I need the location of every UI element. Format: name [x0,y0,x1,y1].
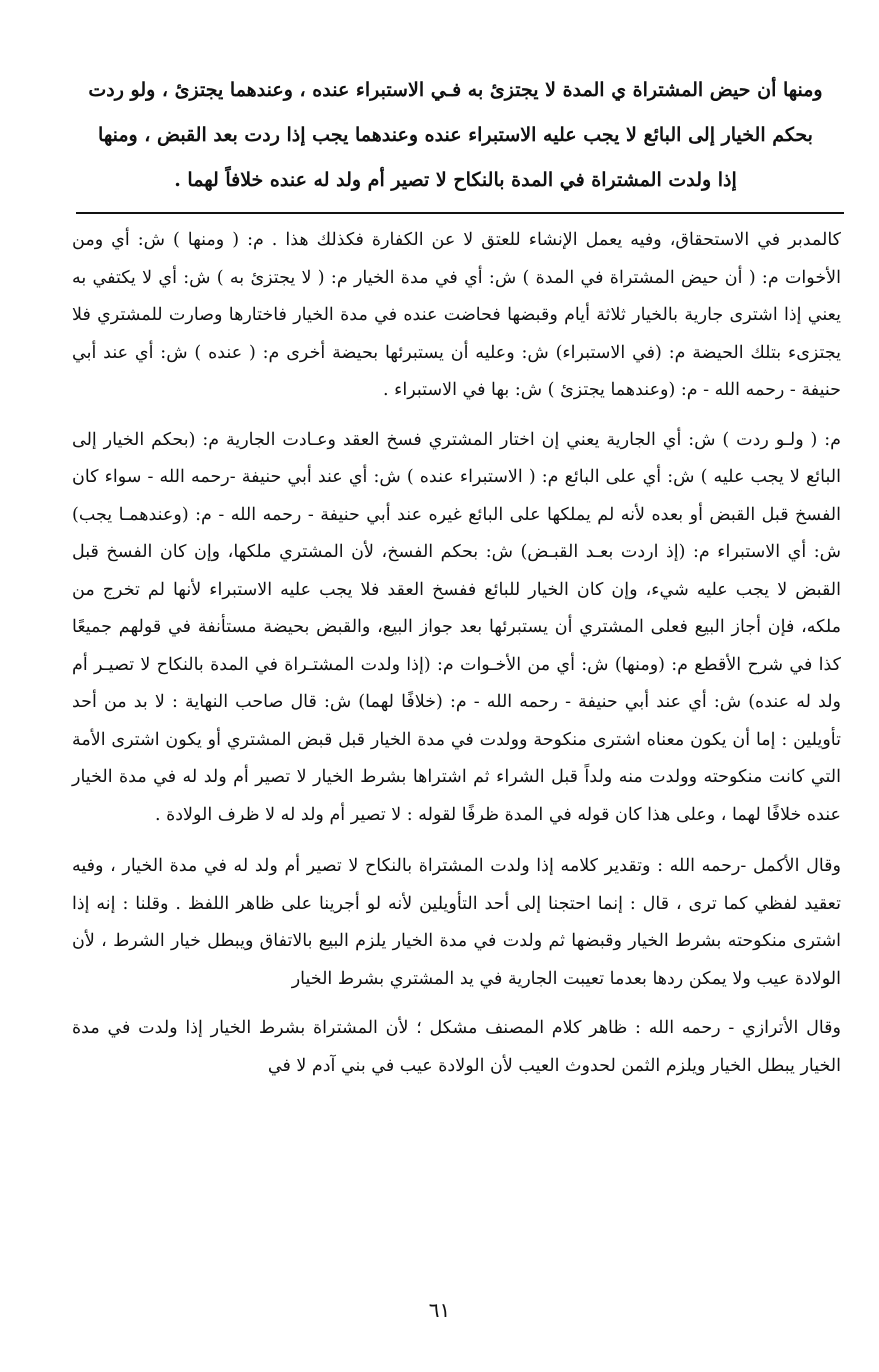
matn-line: إذا ولدت المشتراة في المدة بالنكاح لا تصير أم ولد له عنده خلافاً لهما . [174,169,737,191]
commentary-text [72,222,841,1097]
page-number: ٦١ [428,1298,451,1322]
commentary-paragraph: وقال الأكمل -رحمه الله : وتقدير كلامه إذا ولدت المشتراة بالنكاح لا تصير أم ولد له في مدة الخيار ، وفيه تعقيد لفظي كما ترى ، قال : إنما احتجنا إلى أحد التأويلين لأنه لو أجرينا على ظاهر اللفظ . وقلنا : إنه إذا اشترى منكوحته بشرط الخيار وقبضها ثم ولدت في مدة الخيار يلزم البيع بالاتفاق ويبطل خيار الشرط ، لأن الولادة عيب ولا يمكن ردها بعدما تعيبت الجارية في يد المشتري بشرط الخيار [72,856,841,989]
commentary-paragraph: كالمدبر في الاستحقاق، وفيه يعمل الإنشاء للعتق لا عن الكفارة فكذلك هذا . م: ( ومنها ) ش: أي ومن الأخوات م: ( أن حيض المشتراة في المدة ) ش: أي في مدة الخيار م: ( لا يجتزئ به ) ش: أي لا يكتفي به يعني إذا اشترى جارية بالخيار ثلاثة أيام وقبضها فحاضت عنده في مدة الخيار فاختارها وصارت للمشتري فلا يجتزىء بتلك الحيضة م: (في الاستبراء) ش: وعليه أن يستبرئها بحيضة أخرى م: ( عنده ) ش: أي عند أبي حنيفة - رحمه الله - م: (وعندهما يجتزئ ) ش: بها في الاستبراء . [72,230,841,400]
matn-line: ومنها أن حيض المشتراة ي المدة لا يجتزئ به فـي الاستبراء عنده ، وعندهما يجتزئ ، ولو ردت [88,79,823,101]
commentary-paragraph: م: ( ولـو ردت ) ش: أي الجارية يعني إن اختار المشتري فسخ العقد وعـادت الجارية م: (بحكم الخيار إلى البائع لا يجب عليه ) ش: أي على البائع م: ( الاستبراء عنده ) ش: أي عند أبي حنيفة -رحمه الله - سواء كان الفسخ قبل القبض أو بعده لأنه لم يملكها على البائع غيره عند أبي حنيفة - رحمه الله - م: (وعندهمـا يجب) ش: أي الاستبراء م: (إذ اردت بعـد القبـض) ش: بحكم الفسخ، لأن المشتري ملكها، وإن كان الفسخ قبل القبض لا يجب عليه شيء، وإن كان الخيار للبائع ففسخ العقد فلا يجب عليه الاستبراء لأنها لم تخرج من ملكه، فإن أجاز البيع فعلى المشتري أن يستبرئها بعد جواز البيع، والقبض بحيضة مستأنفة في قولهم جميعًا كذا في شرح الأقطع م: (ومنها) ش: أي من الأخـوات م: (إذا ولدت المشتـراة في المدة بالنكاح لا تصيـر أم ولد له عنده) ش: أي عند أبي حنيفة - رحمه الله - م: (خلافًا لهما) ش: قال صاحب النهاية : لا بد من أحد تأويلين : إما أن يكون معناه اشترى منكوحة وولدت في مدة الخيار قبل قبض المشتري أو يكون اشترى الأمة التي كانت منكوحته وولدت منه ولداً قبل الشراء ثم اشتراها بشرط الخيار لا تصير أم ولد له في مدة الخيار عنده خلافًا لهما ، وعلى هذا كان قوله في المدة ظرفًا لقوله : لا تصير أم ولد له لا ظرف الولادة . [72,429,841,825]
matn-text [72,68,839,203]
matn-line: بحكم الخيار إلى البائع لا يجب عليه الاستبراء عنده وعندهما يجب إذا ردت بعد القبض ، ومنها [98,124,813,146]
commentary-paragraph: وقال الأترازي - رحمه الله : ظاهر كلام المصنف مشكل ؛ لأن المشتراة بشرط الخيار إذا ولدت في مدة الخيار يبطل الخيار ويلزم الثمن لحدوث العيب لأن الولادة عيب في بني آدم لا في [72,1018,841,1076]
separator-rule [76,212,844,214]
